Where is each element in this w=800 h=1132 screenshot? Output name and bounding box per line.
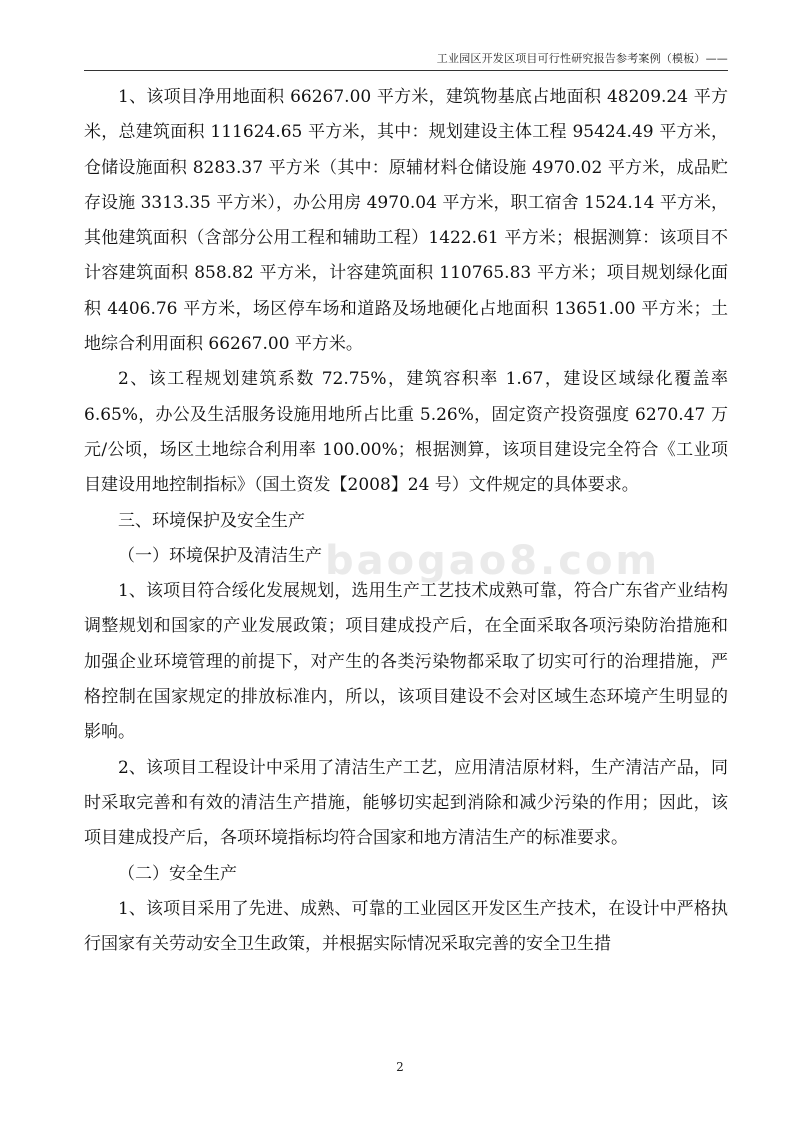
paragraph-safety-measures: 1、该项目采用了先进、成熟、可靠的工业园区开发区生产技术，在设计中严格执行国家有关劳动安全卫生政策，并根据实际情况采取完善的安全卫生措 [84, 898, 728, 955]
watermark: baogao8.com [325, 538, 661, 584]
page-number: 2 [396, 1060, 404, 1074]
paragraph-clean-production: 2、该项目工程设计中采用了清洁生产工艺，应用清洁原材料，生产清洁产品，同时采取完善和有效的清洁生产措施，能够切实起到消除和减少污染的作用；因此，该项目建成投产后，各项环境指标均符合国家和地方清洁生产的标准要求。 [84, 757, 728, 849]
running-header: 工业园区开发区项目可行性研究报告参考案例（模板）—— [436, 52, 728, 65]
subsection-heading-safety: （二）安全生产 [118, 863, 237, 884]
section-heading-environment-safety: 三、环境保护及安全生产 [118, 510, 305, 531]
header-rule [84, 70, 728, 71]
paragraph-environment-policy: 1、该项目符合绥化发展规划，选用生产工艺技术成熟可靠，符合广东省产业结构调整规划和国家的产业发展政策；项目建成投产后，在全面采取各项污染防治措施和加强企业环境管理的前提下，对产生的各类污染物都采取了切实可行的治理措施，严格控制在国家规定的排放标准内，所以，该项目建设不会对区域生态环境产生明显的影响。 [84, 581, 728, 743]
subsection-heading-environment: （一）环境保护及清洁生产 [118, 545, 322, 566]
paragraph-land-area: 1、该项目净用地面积 66267.00 平方米，建筑物基底占地面积 48209.24 平方米，总建筑面积 111624.65 平方米，其中：规划建设主体工程 95424.49 平方米，仓储设施面积 8283.37 平方米（其中：原辅材料仓储设施 4970.02 平方米，成品贮存设施 3313.35 平方米），办公用房 4970.04 平方米，职工宿舍 1524.14 平方米，其他建筑面积（含部分公用工程和辅助工程）1422.61 平方米；根据测算：该项目不计容建筑面积 858.82 平方米，计容建筑面积 110765.83 平方米；项目规划绿化面积 4406.76 平方米，场区停车场和道路及场地硬化占地面积 13651.00 平方米；土地综合利用面积 66267.00 平方米。 [84, 87, 728, 355]
paragraph-building-ratios: 2、该工程规划建筑系数 72.75%，建筑容积率 1.67，建设区域绿化覆盖率 6.65%，办公及生活服务设施用地所占比重 5.26%，固定资产投资强度 6270.47 万元/公顷，场区土地综合利用率 100.00%；根据测算，该项目建设完全符合《工业项目建设用地控制指标》（国土资发【2008】24 号）文件规定的具体要求。 [84, 369, 728, 496]
document-body [84, 80, 728, 962]
